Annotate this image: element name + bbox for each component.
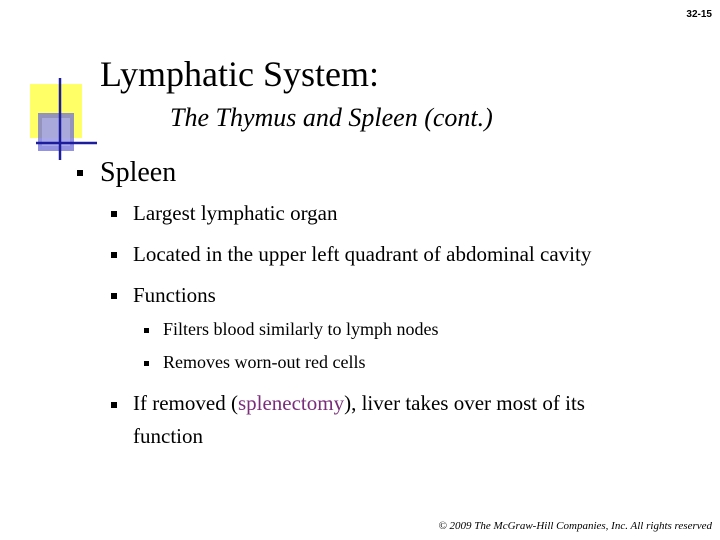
bullet-square — [111, 293, 117, 299]
bullet-splenectomy — [133, 391, 585, 416]
bullet-largest-organ: Largest lymphatic organ — [133, 201, 338, 225]
slide-subtitle: The Thymus and Spleen (cont.) — [170, 103, 493, 132]
bullet-square — [144, 361, 149, 366]
bullet-location: Located in the upper left quadrant of abdominal cavity — [133, 242, 592, 266]
bullet-filters-blood: Filters blood similarly to lymph nodes — [163, 319, 439, 339]
bullet-square — [144, 328, 149, 333]
bullet-spleen: Spleen — [100, 157, 177, 188]
splenectomy-post: ), liver takes over most of its — [344, 391, 585, 415]
slide-number: 32-15 — [686, 9, 712, 20]
bullet-square — [77, 170, 83, 176]
bullet-square — [111, 252, 117, 258]
bullet-functions: Functions — [133, 283, 216, 307]
corner-decoration — [0, 0, 100, 170]
copyright-footer: © 2009 The McGraw-Hill Companies, Inc. All rights reserved — [438, 520, 712, 532]
bullet-removes-cells: Removes worn-out red cells — [163, 352, 366, 372]
splenectomy-pre: If removed ( — [133, 391, 238, 415]
bullet-square — [111, 402, 117, 408]
splenectomy-term: splenectomy — [237, 391, 345, 415]
slide-title: Lymphatic System: — [100, 54, 379, 94]
bullet-splenectomy-line2: function — [133, 424, 203, 448]
bullet-square — [111, 211, 117, 217]
